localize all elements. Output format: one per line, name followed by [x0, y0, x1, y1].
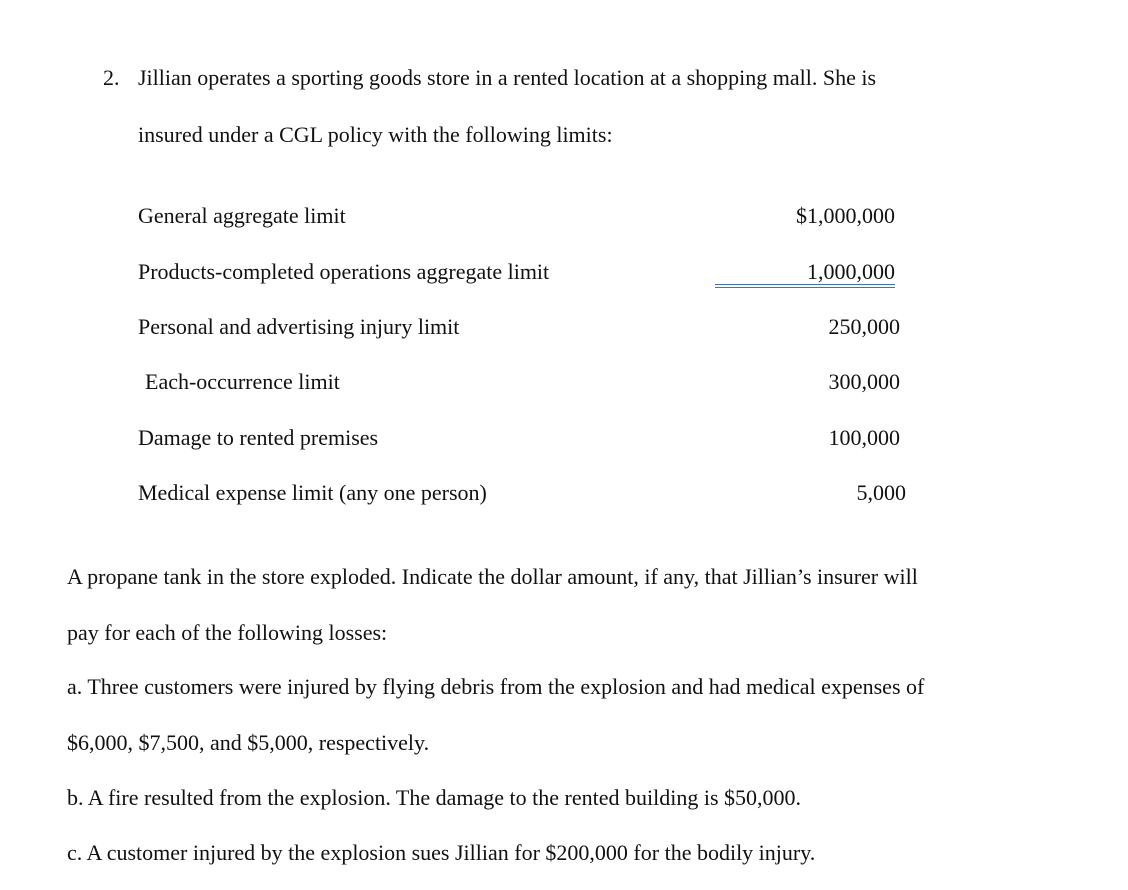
limit-value: 250,000 [828, 314, 900, 339]
limit-label: Products-completed operations aggregate limit [138, 259, 550, 284]
limit-value: 5,000 [856, 480, 906, 505]
limit-label: Medical expense limit (any one person) [138, 480, 487, 505]
part-c: c. A customer injured by the explosion sues Jillian for $200,000 for the bodily injury. [67, 840, 816, 865]
limit-label: Each-occurrence limit [145, 369, 340, 394]
limit-value: $1,000,000 [796, 203, 895, 228]
double-underline [715, 284, 895, 285]
double-underline [715, 287, 895, 288]
limit-label: General aggregate limit [138, 203, 346, 228]
part-a-line1: a. Three customers were injured by flying debris from the explosion and had medical expenses of [67, 674, 925, 699]
scenario-line2: pay for each of the following losses: [67, 620, 388, 645]
limit-value: 1,000,000 [807, 259, 895, 284]
limit-label: Damage to rented premises [138, 425, 379, 450]
limit-value: 100,000 [828, 425, 900, 450]
scenario-line1: A propane tank in the store exploded. Indicate the dollar amount, if any, that Jillian’s insurer will [67, 564, 918, 589]
question-number: 2. [103, 65, 120, 90]
limit-value: 300,000 [828, 369, 900, 394]
limit-label: Personal and advertising injury limit [138, 314, 460, 339]
question-intro-line1: Jillian operates a sporting goods store in a rented location at a shopping mall. She is [138, 65, 877, 90]
part-a-line2: $6,000, $7,500, and $5,000, respectively. [67, 730, 430, 755]
part-b: b. A fire resulted from the explosion. The damage to the rented building is $50,000. [67, 785, 802, 810]
question-intro-line2: insured under a CGL policy with the following limits: [138, 122, 613, 147]
